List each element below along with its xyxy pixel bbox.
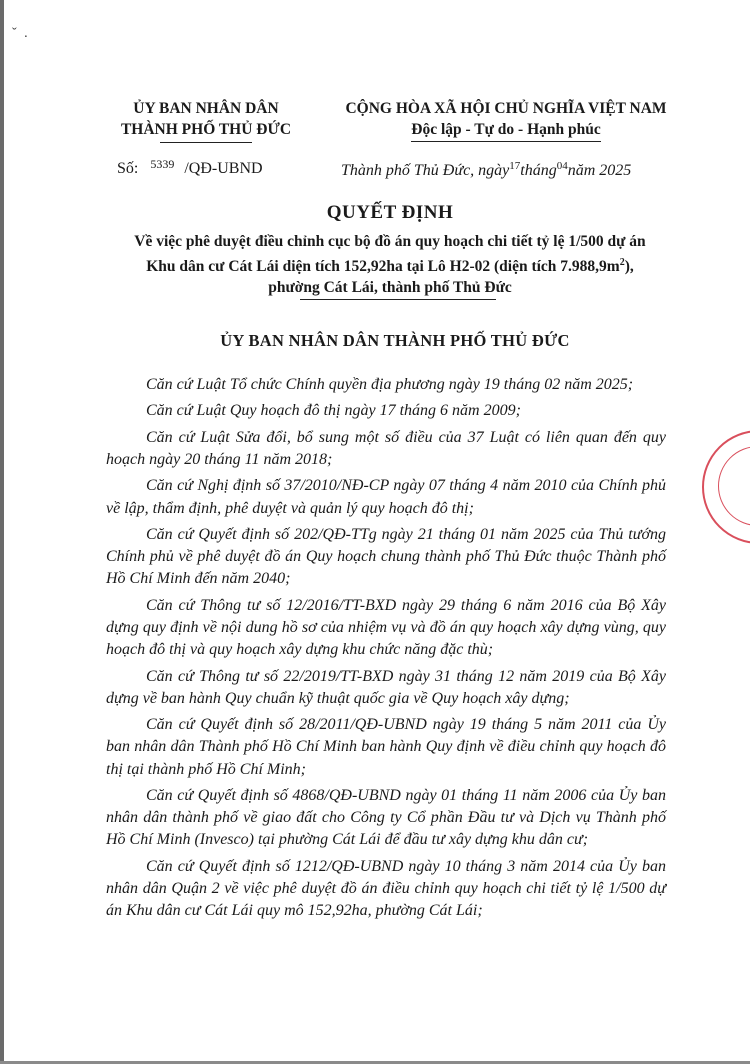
legal-basis-item: Căn cứ Quyết định số 28/2011/QĐ-UBND ngày 19 tháng 5 năm 2011 của Ủy ban nhân dân Thành phố Hồ Chí Minh ban hành Quy định về điều chỉnh quy hoạch đô thị tại thành phố Hồ Chí Minh;	[106, 716, 666, 778]
official-seal-stamp	[702, 430, 750, 544]
seal-inner-ring	[718, 446, 750, 526]
legal-basis-item: Căn cứ Luật Sửa đổi, bổ sung một số điều của 37 Luật có liên quan đến quy hoạch ngày 20 tháng 11 năm 2018;	[106, 428, 666, 468]
subject-underline	[300, 299, 496, 300]
issue-date	[341, 160, 631, 180]
legal-basis-item: Căn cứ Quyết định số 202/QĐ-TTg ngày 21 tháng 01 năm 2025 của Thủ tướng Chính phủ về phê duyệt đồ án Quy hoạch chung thành phố Thủ Đức thuộc Thành phố Hồ Chí Minh đến năm 2040;	[106, 525, 666, 588]
document-subject	[84, 231, 696, 298]
number-prefix: Số:	[117, 160, 139, 177]
legal-basis-item: Căn cứ Thông tư số 12/2016/TT-BXD ngày 29 tháng 6 năm 2016 của Bộ Xây dựng quy định về nội dung hồ sơ của nhiệm vụ và đồ án quy hoạch xây dựng vùng, quy hoạch đô thị và quy hoạch xây dựng khu chức năng đặc thù;	[106, 596, 666, 659]
nation-name: CỘNG HÒA XÃ HỘI CHỦ NGHĨA VIỆT NAM	[345, 100, 667, 117]
number-value: 5339	[150, 157, 175, 171]
corner-mark: ˇ .	[12, 26, 30, 41]
nation-header	[326, 98, 686, 142]
legal-basis-item: Căn cứ Luật Quy hoạch đô thị ngày 17 tháng 6 năm 2009;	[146, 402, 521, 420]
subject-line-2-end: ),	[624, 258, 634, 276]
subject-line-2-text: Khu dân cư Cát Lái diện tích 152,92ha tại Lô H2-02 (diện tích 7.988,9m	[146, 258, 620, 276]
date-month: 04	[556, 160, 568, 172]
scan-left-edge	[0, 0, 4, 1064]
subject-line-1: Về việc phê duyệt điều chỉnh cục bộ đồ án quy hoạch chi tiết tỷ lệ 1/500 dự án	[134, 233, 646, 250]
document-title: QUYẾT ĐỊNH	[326, 202, 454, 223]
legal-basis-list	[106, 374, 666, 927]
agency-line-1: ỦY BAN NHÂN DÂN	[133, 100, 279, 117]
date-day: 17	[509, 160, 521, 172]
subject-line-2-sup: 2	[619, 257, 625, 268]
document-number	[117, 157, 263, 178]
issuing-authority: ỦY BAN NHÂN DÂN THÀNH PHỐ THỦ ĐỨC	[220, 331, 570, 350]
legal-basis-item: Căn cứ Quyết định số 1212/QĐ-UBND ngày 10 tháng 3 năm 2014 của Ủy ban nhân dân Quận 2 về việc phê duyệt đồ án điều chỉnh quy hoạch chi tiết tỷ lệ 1/500 dự án Khu dân cư Cát Lái quy mô 152,92ha, phường Cát Lái;	[106, 857, 666, 920]
subject-line-2	[84, 252, 696, 277]
date-year: năm 2025	[567, 162, 632, 179]
legal-basis-item: Căn cứ Luật Tổ chức Chính quyền địa phương ngày 19 tháng 02 năm 2025;	[146, 376, 634, 393]
legal-basis-item: Căn cứ Nghị định số 37/2010/NĐ-CP ngày 07 tháng 4 năm 2010 của Chính phủ về lập, thẩm định, phê duyệt và quản lý quy hoạch đô thị;	[106, 477, 666, 517]
legal-basis-item: Căn cứ Thông tư số 22/2019/TT-BXD ngày 31 tháng 12 năm 2019 của Bộ Xây dựng về ban hành Quy chuẩn kỹ thuật quốc gia về Quy hoạch xây dựng;	[106, 667, 666, 707]
number-suffix: /QĐ-UBND	[184, 160, 263, 177]
nation-motto: Độc lập - Tự do - Hạnh phúc	[411, 119, 600, 142]
legal-basis-item: Căn cứ Quyết định số 4868/QĐ-UBND ngày 01 tháng 11 năm 2006 của Ủy ban nhân dân thành phố về giao đất cho Công ty Cổ phần Đầu tư và Dịch vụ Thành phố Hồ Chí Minh (Invesco) tại phường Cát Lái để đầu tư xây dựng khu dân cư;	[106, 786, 666, 849]
agency-line-2: THÀNH PHỐ THỦ ĐỨC	[120, 121, 292, 138]
date-month-word: tháng	[520, 162, 557, 179]
date-place: Thành phố Thủ Đức, ngày	[341, 162, 510, 179]
agency-underline	[160, 142, 252, 143]
subject-line-3: phường Cát Lái, thành phố Thủ Đức	[268, 279, 512, 297]
agency-header	[88, 98, 324, 143]
